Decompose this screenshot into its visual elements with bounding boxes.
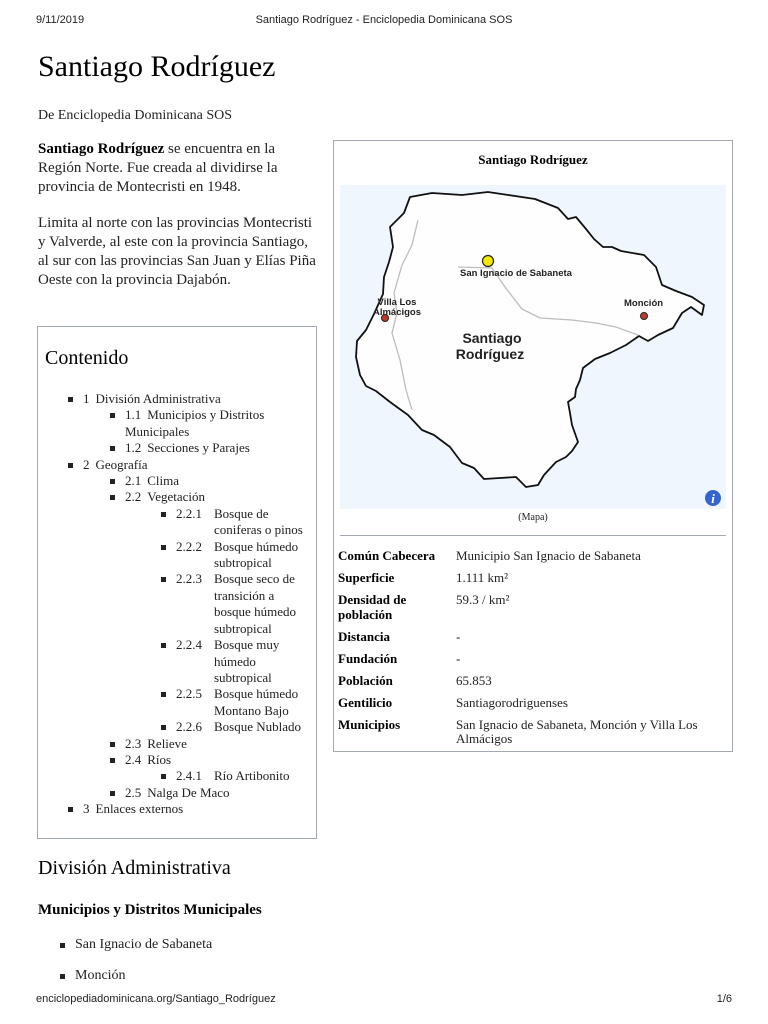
info-icon[interactable] bbox=[705, 490, 721, 506]
infobox-key: Municipios bbox=[338, 716, 401, 732]
borders-paragraph: Limita al norte con las provincias Montecristi y Valverde, al este con la provincia Santiago, al sur con las provincias San Juan y Elías Piña Oeste con la provincia Dajabón. bbox=[38, 215, 316, 288]
intro-bold-term: Santiago Rodríguez bbox=[38, 141, 165, 157]
print-page-number: 1/6 bbox=[716, 993, 732, 1005]
province-map[interactable] bbox=[340, 185, 726, 509]
infobox-row bbox=[338, 718, 732, 747]
toc-item-number: 2.4 bbox=[125, 751, 142, 767]
toc-item[interactable] bbox=[159, 571, 311, 637]
toc-item-number: 2.2.5 bbox=[176, 686, 202, 702]
map-label-capital: San Ignacio de Sabaneta bbox=[460, 268, 572, 279]
infobox-table bbox=[338, 549, 732, 754]
toc-item-number: 2.2.4 bbox=[176, 637, 202, 653]
toc-sublist bbox=[108, 473, 311, 801]
infobox bbox=[333, 140, 733, 752]
toc-item[interactable] bbox=[159, 719, 311, 735]
toc-item[interactable] bbox=[159, 637, 311, 686]
toc-item-label[interactable]: Bosque Nublado bbox=[214, 719, 302, 735]
toc-item-number: 2.4.1 bbox=[176, 768, 202, 784]
toc-item[interactable] bbox=[108, 785, 311, 801]
toc-item[interactable] bbox=[108, 473, 311, 489]
toc-item-number: 2.2.3 bbox=[176, 571, 202, 587]
infobox-row bbox=[338, 696, 732, 711]
infobox-value: 59.3 / km² bbox=[456, 592, 510, 607]
section-heading-division: División Administrativa bbox=[38, 857, 231, 879]
infobox-value: Santiagorodriguenses bbox=[456, 694, 568, 710]
capital-marker bbox=[483, 256, 494, 267]
map-label-moncion: Monción bbox=[624, 298, 664, 309]
infobox-key: Gentilicio bbox=[338, 694, 393, 710]
infobox-divider bbox=[340, 535, 726, 536]
toc-item-label[interactable]: Secciones y Parajes bbox=[147, 440, 250, 456]
toc-item[interactable] bbox=[159, 686, 311, 719]
toc-item-number: 2 bbox=[83, 456, 90, 472]
infobox-key: Común Cabecera bbox=[338, 548, 436, 563]
toc-item-label[interactable]: Clima bbox=[147, 473, 180, 489]
list-item[interactable]: San Ignacio de Sabaneta bbox=[60, 937, 212, 953]
toc-item[interactable] bbox=[66, 457, 311, 802]
municipios-list bbox=[60, 937, 212, 999]
toc-item[interactable] bbox=[108, 489, 311, 735]
toc-item-label[interactable]: Enlaces externos bbox=[95, 801, 184, 817]
toc-item-label[interactable]: Ríos bbox=[147, 751, 172, 767]
town-marker-moncion bbox=[641, 313, 648, 320]
infobox-row bbox=[338, 593, 732, 622]
toc-item[interactable] bbox=[159, 506, 311, 539]
toc-item[interactable] bbox=[108, 752, 311, 785]
infobox-key: Superficie bbox=[338, 570, 395, 585]
toc-item-number: 2.2 bbox=[125, 489, 142, 505]
toc-item-label[interactable]: Bosque húmedo Montano Bajo bbox=[214, 686, 299, 718]
toc-item-number: 1 bbox=[83, 391, 90, 406]
toc-item-label[interactable]: Bosque húmedo subtropical bbox=[214, 538, 299, 571]
map-label-province-1: Santiago bbox=[462, 330, 522, 346]
toc-sublist bbox=[108, 407, 311, 456]
map-caption[interactable]: (Mapa) bbox=[518, 512, 548, 523]
infobox-value: - bbox=[456, 650, 461, 666]
toc-item-number: 2.1 bbox=[125, 473, 142, 489]
infobox-value: San Ignacio de Sabaneta, Monción y Villa Los Almácigos bbox=[456, 716, 698, 746]
toc-item-label[interactable]: Geografía bbox=[95, 456, 148, 472]
toc-item-number: 1.1 bbox=[125, 407, 142, 423]
toc-item-label[interactable]: Bosque muy húmedo subtropical bbox=[214, 637, 280, 685]
infobox-value: 65.853 bbox=[456, 672, 492, 688]
province-map-image bbox=[340, 185, 726, 509]
infobox-key: Distancia bbox=[338, 628, 390, 644]
toc-item-label[interactable]: Nalga De Maco bbox=[147, 784, 230, 800]
toc-item[interactable] bbox=[108, 736, 311, 752]
toc-item-label[interactable]: Vegetación bbox=[147, 489, 206, 505]
infobox-key: Fundación bbox=[338, 650, 398, 666]
print-url: enciclopediadominicana.org/Santiago_Rodríguez bbox=[36, 993, 276, 1005]
page-title: Santiago Rodríguez bbox=[38, 50, 276, 83]
toc-item[interactable] bbox=[66, 801, 311, 817]
list-item[interactable]: Monción bbox=[60, 968, 212, 984]
toc-item-number: 2.3 bbox=[125, 735, 142, 751]
svg-text:i: i bbox=[711, 491, 715, 506]
toc-item-number: 2.2.2 bbox=[176, 538, 202, 554]
toc-item-number: 2.2.1 bbox=[176, 505, 202, 521]
toc-item-label[interactable]: Bosque de coniferas o pinos bbox=[214, 505, 303, 538]
infobox-row bbox=[338, 674, 732, 689]
toc-item-number: 1.2 bbox=[125, 440, 142, 456]
infobox-row bbox=[338, 571, 732, 586]
toc-item-label[interactable]: Municipios y Distritos Municipales bbox=[125, 407, 265, 439]
infobox-key: Población bbox=[338, 672, 393, 688]
map-label-villa-los: Villa Los bbox=[377, 297, 417, 308]
toc-item-number: 3 bbox=[83, 801, 90, 817]
intro-paragraph bbox=[38, 140, 318, 197]
print-header-title: Santiago Rodríguez - Enciclopedia Dominicana SOS bbox=[255, 14, 513, 26]
toc-item-label[interactable]: División Administrativa bbox=[95, 391, 221, 406]
infobox-title: Santiago Rodríguez bbox=[478, 152, 588, 167]
toc-list bbox=[66, 391, 311, 818]
infobox-row bbox=[338, 630, 732, 645]
toc-sublist bbox=[159, 768, 311, 784]
print-date: 9/11/2019 bbox=[36, 14, 85, 26]
toc-sublist bbox=[159, 506, 311, 736]
toc-item[interactable] bbox=[159, 768, 311, 784]
toc-title: Contenido bbox=[45, 347, 129, 369]
infobox-row bbox=[338, 549, 732, 564]
toc-item-label[interactable]: Relieve bbox=[147, 735, 187, 751]
page-subtitle: De Enciclopedia Dominicana SOS bbox=[38, 108, 233, 123]
intro-text: se encuentra en la Región Norte. Fue creada al dividirse la provincia de Montecristi en 1948. bbox=[38, 141, 278, 195]
table-of-contents bbox=[37, 326, 317, 839]
toc-item[interactable] bbox=[108, 440, 311, 456]
toc-item-label[interactable]: Río Artibonito bbox=[214, 768, 290, 784]
infobox-value: - bbox=[456, 628, 461, 644]
infobox-row bbox=[338, 652, 732, 667]
toc-item[interactable] bbox=[108, 407, 311, 440]
map-label-almacigos: Almácigos bbox=[372, 307, 422, 318]
map-label-province-2: Rodríguez bbox=[455, 346, 525, 362]
infobox-value: Municipio San Ignacio de Sabaneta bbox=[456, 548, 641, 563]
toc-item[interactable] bbox=[159, 539, 311, 572]
toc-item-label[interactable]: Bosque seco de transición a bosque húmedo subtropical bbox=[214, 571, 296, 636]
toc-item[interactable] bbox=[66, 391, 311, 457]
subsection-heading-municipios: Municipios y Distritos Municipales bbox=[38, 902, 262, 918]
infobox-value: 1.111 km² bbox=[456, 570, 509, 585]
toc-item-number: 2.5 bbox=[125, 784, 142, 800]
toc-item-number: 2.2.6 bbox=[176, 719, 202, 735]
infobox-key: Densidad de población bbox=[338, 592, 407, 622]
